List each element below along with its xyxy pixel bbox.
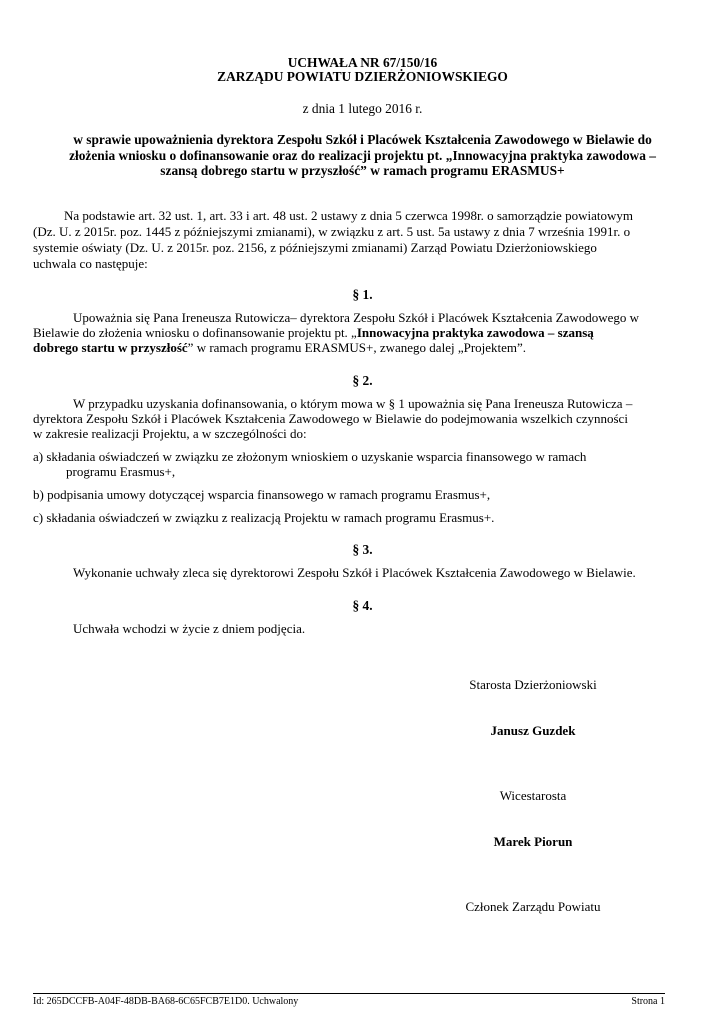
section-3-text: Wykonanie uchwały zleca się dyrektorowi Zespołu Szkół i Placówek Kształcenia Zawodowego w Bielawie. xyxy=(73,565,636,580)
title-line-1: UCHWAŁA NR 67/150/16 xyxy=(287,55,438,70)
section-2-line-1: W przypadku uzyskania dofinansowania, o którym mowa w § 1 upoważnia się Pana Ireneusza Rutowicza – xyxy=(73,396,633,411)
section-3-heading: § 3. xyxy=(352,542,373,557)
section-4-heading: § 4. xyxy=(352,598,373,613)
list-item-b: b) podpisania umowy dotyczącej wsparcia finansowego w ramach programu Erasmus+, xyxy=(33,487,491,502)
signature-role-wicestarosta: Wicestarosta xyxy=(499,788,567,803)
signature-role-board-member: Członek Zarządu Powiatu xyxy=(465,899,601,914)
section-1-heading: § 1. xyxy=(352,287,373,302)
section-4-text: Uchwała wchodzi w życie z dniem podjęcia. xyxy=(73,621,306,636)
section-1-line-1: Upoważnia się Pana Ireneusza Rutowicza– dyrektora Zespołu Szkół i Placówek Kształcenia Zawodowego w xyxy=(73,310,640,325)
section-1-line-3 xyxy=(33,340,673,356)
section-2-heading: § 2. xyxy=(352,373,373,388)
section-2-line-2: dyrektora Zespołu Szkół i Placówek Kształcenia Zawodowego w Bielawie do podejmowania wszelkich czynności xyxy=(33,411,628,426)
document-date: z dnia 1 lutego 2016 r. xyxy=(302,101,423,116)
footer-page-number: Strona 1 xyxy=(631,996,665,1007)
subject-line-1: w sprawie upoważnienia dyrektora Zespołu Szkół i Placówek Kształcenia Zawodowego w Bielawie do xyxy=(73,132,652,147)
section-1-line-2-text: Bielawie do złożenia wniosku o dofinansowanie projektu pt. „ xyxy=(33,325,357,340)
subject-line-2: złożenia wniosku o dofinansowanie oraz do realizacji projektu pt. „Innowacyjna praktyka zawodowa – xyxy=(69,148,656,163)
title-line-2: ZARZĄDU POWIATU DZIERŻONIOWSKIEGO xyxy=(217,69,508,84)
section-2-line-3: w zakresie realizacji Projektu, a w szczególności do: xyxy=(33,426,307,441)
signature-name-starosta: Janusz Guzdek xyxy=(490,723,576,738)
preamble-line-1: Na podstawie art. 32 ust. 1, art. 33 i art. 48 ust. 2 ustawy z dnia 5 czerwca 1998r. o samorządzie powiatowym xyxy=(64,208,633,223)
section-1-line-3-text: ” w ramach programu ERASMUS+, zwanego dalej „Projektem”. xyxy=(187,340,527,355)
signature-role-starosta: Starosta Dzierżoniowski xyxy=(469,677,597,692)
list-item-a-line-2: programu Erasmus+, xyxy=(66,464,176,479)
preamble-line-4: uchwala co następuje: xyxy=(33,256,148,271)
signature-name-wicestarosta: Marek Piorun xyxy=(493,834,573,849)
section-1-line-2 xyxy=(33,325,673,341)
subject-line-3: szansą dobrego startu w przyszłość” w ramach programu ERASMUS+ xyxy=(160,163,565,178)
footer-divider xyxy=(33,993,665,994)
preamble-line-2: (Dz. U. z 2015r. poz. 1445 z późniejszymi zmianami), w związku z art. 5 ust. 5a ustawy z dnia 7 września 1991r. o xyxy=(33,224,631,239)
list-item-c: c) składania oświadczeń w związku z realizacją Projektu w ramach programu Erasmus+. xyxy=(33,510,495,525)
footer-document-id: Id: 265DCCFB-A04F-48DB-BA68-6C65FCB7E1D0. Uchwalony xyxy=(33,996,299,1007)
list-item-a-line-1: a) składania oświadczeń w związku ze złożonym wnioskiem o uzyskanie wsparcia finansowego w ramach xyxy=(33,449,587,464)
preamble-line-3: systemie oświaty (Dz. U. z 2015r. poz. 2156, z późniejszymi zmianami) Zarząd Powiatu Dzierżoniowskiego xyxy=(33,240,597,255)
project-title-part-1: Innowacyjna praktyka zawodowa – szansą xyxy=(356,325,594,340)
project-title-part-2: dobrego startu w przyszłość xyxy=(33,340,188,355)
